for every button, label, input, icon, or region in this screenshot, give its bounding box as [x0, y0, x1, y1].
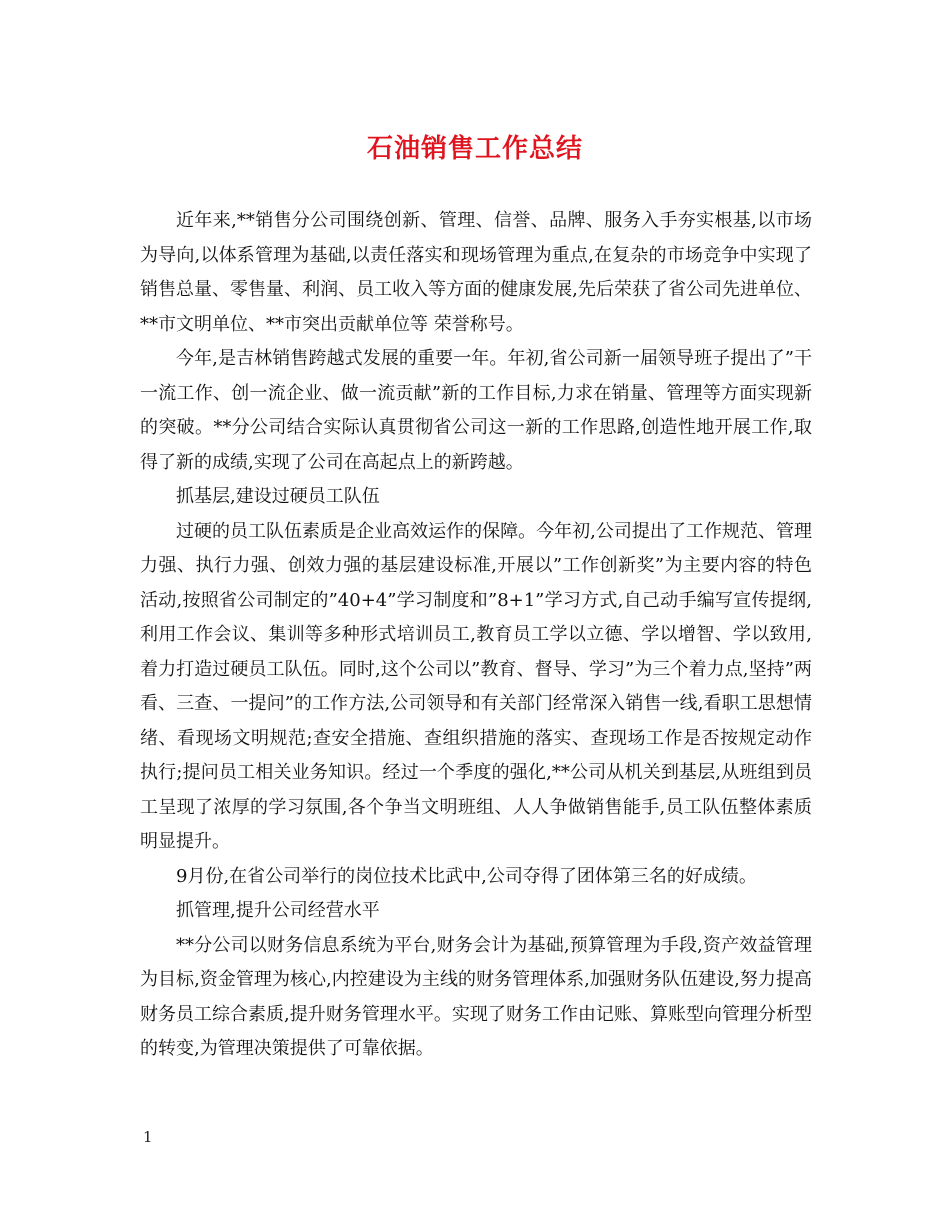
paragraph-this-year: 今年,是吉林销售跨越式发展的重要一年。年初,省公司新一届领导班子提出了”干一流工作、创一流企业、做一流贡献”新的工作目标,力求在销量、管理等方面实现新的突破。**分公司结合实际认真贯彻省公司这一新的工作思路,创造性地开展工作,取得了新的成绩,实现了公司在高起点上的新跨越。: [140, 348, 812, 473]
section-heading-management: 抓管理,提升公司经营水平: [176, 900, 380, 921]
paragraph-competition: 9月份,在省公司举行的岗位技术比武中,公司夺得了团体第三名的好成绩。: [176, 865, 757, 887]
section-heading-grassroots: 抓基层,建设过硬员工队伍: [176, 486, 380, 507]
document-title: 石油销售工作总结: [366, 134, 583, 164]
paragraph-staff-team: 过硬的员工队伍素质是企业高效运作的保障。今年初,公司提出了工作规范、管理力强、执行力强、创效力强的基层建设标准,开展以”工作创新奖”为主要内容的特色活动,按照省公司制定的”40+4”学习制度和”8+1”学习方式,自己动手编写宣传提纲,利用工作会议、集训等多种形式培训员工,教育员工学以立德、学以增智、学以致用,着力打造过硬员工队伍。同时,这个公司以”教育、督导、学习”为三个着力点,坚持”两看、三查、一提问”的工作方法,公司领导和有关部门经常深入销售一线,看职工思想情绪、看现场文明规范;查安全措施、查组织措施的落实、查现场工作是否按规定动作执行;提问员工相关业务知识。经过一个季度的强化,**公司从机关到基层,从班组到员工呈现了浓厚的学习氛围,各个争当文明班组、人人争做销售能手,员工队伍整体素质明显提升。: [140, 520, 812, 852]
document-body: [140, 204, 812, 1067]
paragraph-finance: **分公司以财务信息系统为平台,财务会计为基础,预算管理为手段,资产效益管理为目标,资金管理为核心,内控建设为主线的财务管理体系,加强财务队伍建设,努力提高财务员工综合素质,提升财务管理水平。实现了财务工作由记账、算账型向管理分析型的转变,为管理决策提供了可靠依据。: [140, 934, 812, 1059]
page-number: 1: [143, 1128, 153, 1146]
paragraph-intro: 近年来,**销售分公司围绕创新、管理、信誉、品牌、服务入手夯实根基,以市场为导向,以体系管理为基础,以责任落实和现场管理为重点,在复杂的市场竞争中实现了销售总量、零售量、利润、员工收入等方面的健康发展,先后荣获了省公司先进单位、**市文明单位、**市突出贡献单位等 荣誉称号。: [140, 210, 812, 335]
